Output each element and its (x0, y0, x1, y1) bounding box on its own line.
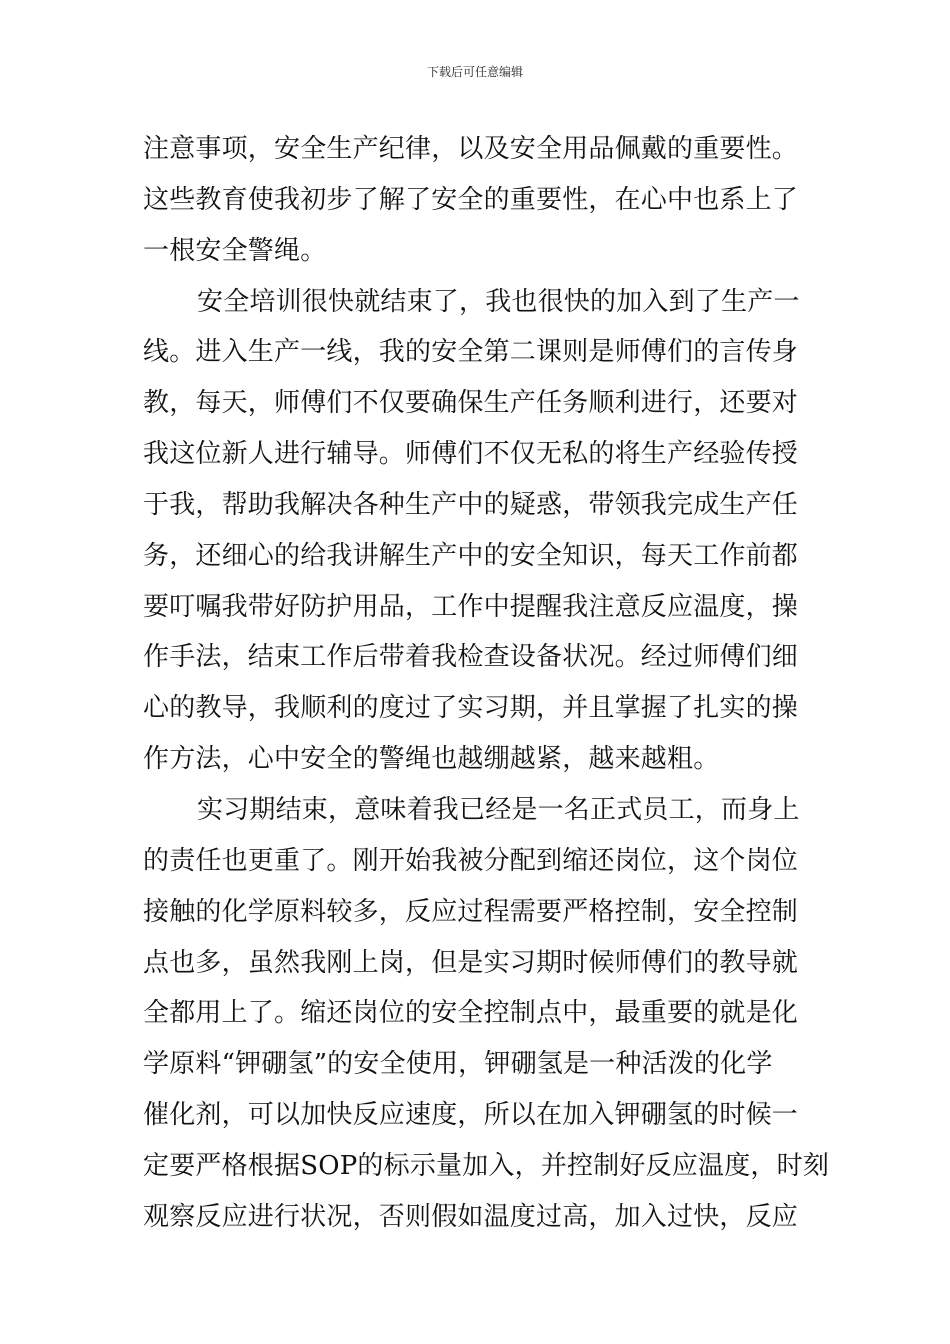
text-line: 点也多，虽然我刚上岗，但是实习期时候师傅们的教导就 (143, 947, 799, 978)
text-line: 接触的化学原料较多，反应过程需要严格控制，安全控制 (143, 896, 799, 927)
text-line: 教，每天，师傅们不仅要确保生产任务顺利进行，还要对 (143, 388, 799, 419)
text-line: 要叮嘱我带好防护用品，工作中提醒我注意反应温度，操 (143, 591, 799, 622)
text-line: 定要严格根据SOP的标示量加入，并控制好反应温度，时刻 (143, 1150, 830, 1181)
text-line: 的责任也更重了。刚开始我被分配到缩还岗位，这个岗位 (143, 845, 799, 876)
text-line: 催化剂，可以加快反应速度，所以在加入钾硼氢的时候一 (143, 1100, 799, 1131)
text-line: 务，还细心的给我讲解生产中的安全知识，每天工作前都 (143, 540, 799, 571)
text-line: 作方法，心中安全的警绳也越绷越紧，越来越粗。 (143, 744, 720, 775)
text-line: 于我，帮助我解决各种生产中的疑惑，带领我完成生产任 (143, 489, 799, 520)
page-header-note: 下载后可任意编辑 (426, 65, 523, 79)
text-line: 观察反应进行状况，否则假如温度过高，加入过快，反应 (143, 1201, 799, 1232)
text-line: 全都用上了。缩还岗位的安全控制点中，最重要的就是化 (143, 998, 799, 1029)
text-line: 线。进入生产一线，我的安全第二课则是师傅们的言传身 (143, 337, 799, 368)
text-line: 一根安全警绳。 (143, 235, 327, 266)
text-line: 实习期结束，意味着我已经是一名正式员工，而身上 (197, 794, 800, 825)
text-line: 心的教导，我顺利的度过了实习期，并且掌握了扎实的操 (143, 693, 799, 724)
text-line: 作手法，结束工作后带着我检查设备状况。经过师傅们细 (143, 642, 799, 673)
text-line: 这些教育使我初步了解了安全的重要性，在心中也系上了 (143, 184, 799, 215)
text-line: 我这位新人进行辅导。师傅们不仅无私的将生产经验传授 (143, 439, 799, 470)
document-body (143, 124, 830, 1243)
text-line: 学原料“钾硼氢”的安全使用，钾硼氢是一种活泼的化学 (143, 1049, 773, 1080)
text-line: 安全培训很快就结束了，我也很快的加入到了生产一 (197, 286, 800, 317)
text-line: 注意事项，安全生产纪律，以及安全用品佩戴的重要性。 (143, 134, 799, 164)
